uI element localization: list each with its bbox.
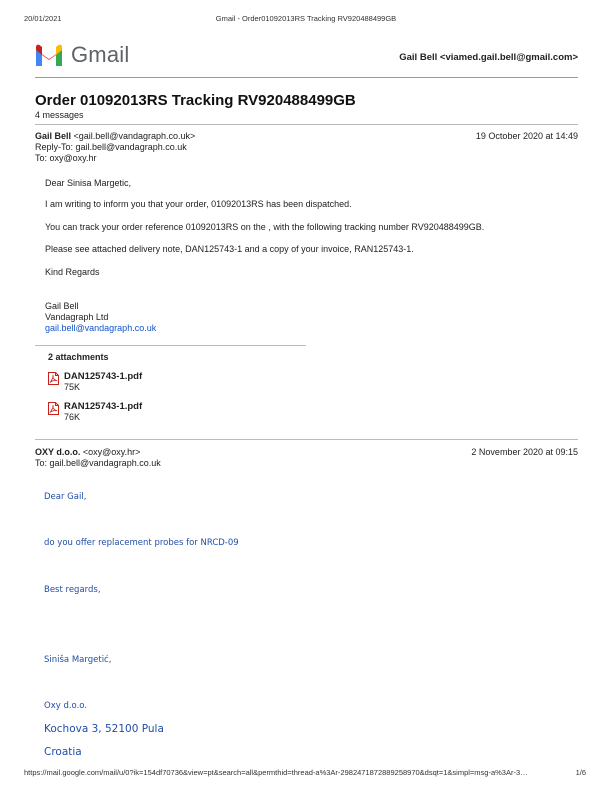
account-email: Gail Bell <viamed.gail.bell@gmail.com> xyxy=(399,52,578,63)
message1-to: To: oxy@oxy.hr xyxy=(35,153,97,163)
attachment-size: 76K xyxy=(64,412,81,422)
message2-sender-name: OXY d.o.o. xyxy=(35,447,81,457)
message1-line: Kind Regards xyxy=(45,267,100,277)
message1-sender-name: Gail Bell xyxy=(35,131,72,141)
gmail-logo xyxy=(34,42,129,68)
message1-reply-to: Reply-To: gail.bell@vandagraph.co.uk xyxy=(35,142,187,152)
attachment-name[interactable]: RAN125743-1.pdf xyxy=(64,401,143,412)
footer-url: https://mail.google.com/mail/u/0?ik=154df70736&view=pt&search=all&permthid=thread-a%3Ar-2982471872889258970&dsqt=1&simpl=msg-a%3Ar-3… xyxy=(24,768,528,777)
message1-line: You can track your order reference 01092013RS on the , with the following tracking number RV920488499GB. xyxy=(45,222,485,232)
message1-line: Dear Sinisa Margetic, xyxy=(45,178,132,188)
attachments-divider xyxy=(35,345,306,346)
message-count: 4 messages xyxy=(35,110,84,120)
thread-subject: Order 01092013RS Tracking RV920488499GB xyxy=(35,92,356,109)
print-title: Gmail - Order01092013RS Tracking RV920488499GB xyxy=(215,14,397,23)
signature-name: Gail Bell xyxy=(45,301,79,311)
attachment-size: 75K xyxy=(64,382,81,392)
message2-question: do you offer replacement probes for NRCD-09 xyxy=(44,538,239,548)
gmail-logo-text: Gmail xyxy=(71,42,130,67)
message2-to: To: gail.bell@vandagraph.co.uk xyxy=(35,458,161,468)
pdf-icon xyxy=(48,372,59,385)
signature-company: Vandagraph Ltd xyxy=(45,312,109,322)
message1-line: I am writing to inform you that your order, 01092013RS has been dispatched. xyxy=(45,199,352,209)
message2-date: 2 November 2020 at 09:15 xyxy=(471,447,578,457)
page-number: 1/6 xyxy=(575,768,586,777)
message2-address: Kochova 3, 52100 Pula xyxy=(44,723,164,735)
signature-email-link[interactable]: gail.bell@vandagraph.co.uk xyxy=(45,323,157,333)
attachment-item[interactable] xyxy=(48,371,142,393)
subject-divider xyxy=(35,124,578,125)
message1-from xyxy=(35,131,195,142)
attachments-title: 2 attachments xyxy=(48,352,109,362)
attachment-item[interactable] xyxy=(48,401,142,423)
message2-closing: Best regards, xyxy=(44,585,101,595)
pdf-icon xyxy=(48,402,59,415)
message2-greeting: Dear Gail, xyxy=(44,492,87,502)
message2-company: Oxy d.o.o. xyxy=(44,701,88,711)
message2-name: Siniša Margetić, xyxy=(44,655,112,665)
message1-line: Please see attached delivery note, DAN125743-1 and a copy of your invoice, RAN125743-1. xyxy=(45,244,414,254)
message1-date: 19 October 2020 at 14:49 xyxy=(475,131,578,141)
header-divider xyxy=(35,77,578,78)
print-date: 20/01/2021 xyxy=(24,14,62,23)
message2-sender-email: <oxy@oxy.hr> xyxy=(82,447,141,457)
message2-from xyxy=(35,447,140,458)
gmail-m-icon xyxy=(34,44,64,67)
message2-country: Croatia xyxy=(44,746,82,758)
attachment-name[interactable]: DAN125743-1.pdf xyxy=(64,371,143,382)
message1-sender-email: <gail.bell@vandagraph.co.uk> xyxy=(73,131,196,141)
message-divider xyxy=(35,439,578,440)
